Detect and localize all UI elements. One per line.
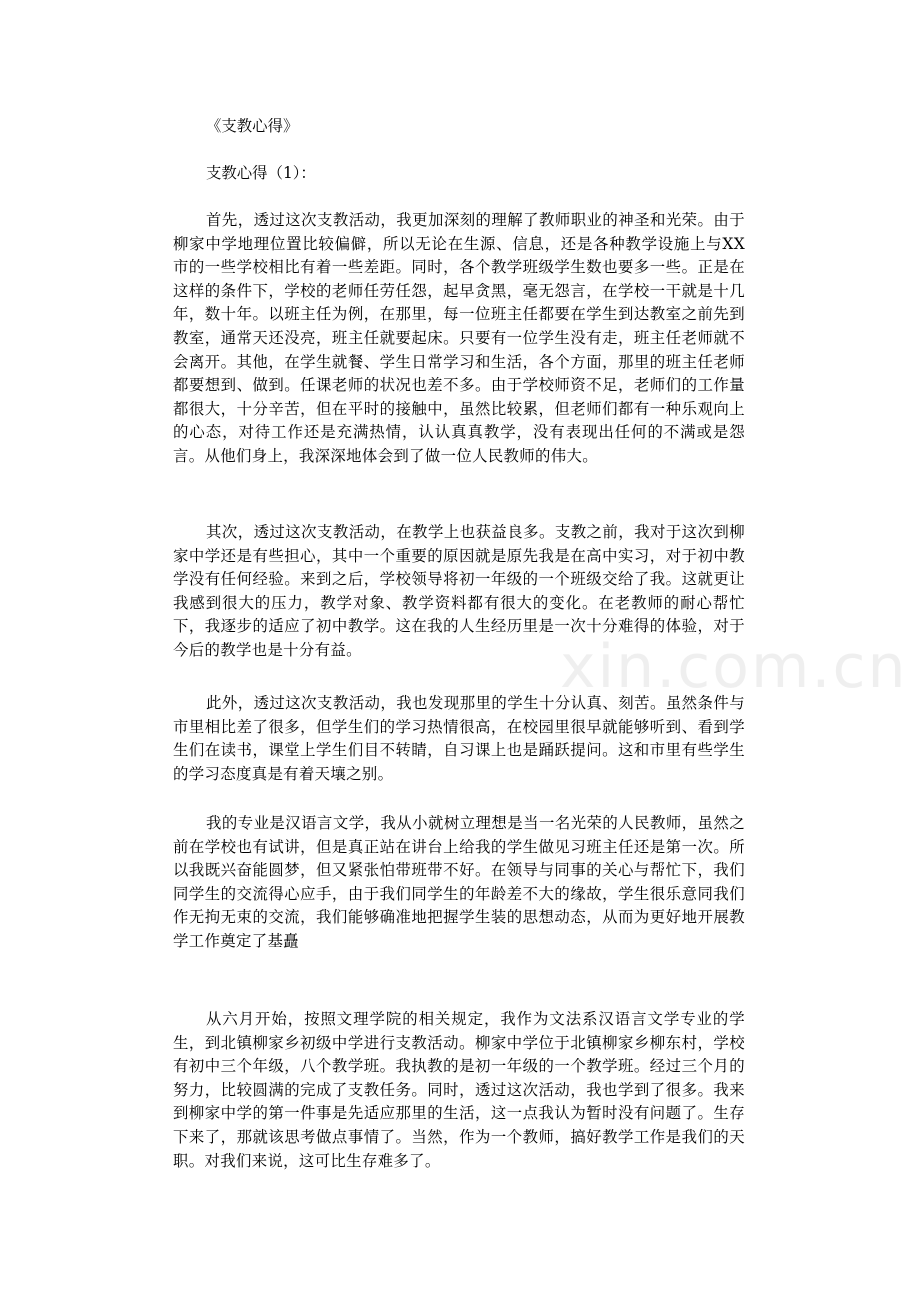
paragraph-2: 其次，透过这次支教活动，在教学上也获益良多。支教之前，我对于这次到柳家中学还是有些担心，其中一个重要的原因就是原先我是在高中实习，对于初中教学没有任何经验。来到之后，学校领导将初一年级的一个班级交给了我。这就更让我感到很大的压力，教学对象、教学资料都有很大的变化。在老教师的耐心帮忙下，我逐步的适应了初中教学。这在我的人生经历里是一次十分难得的体验，对于今后的教学也是十分有益。 [173, 523, 745, 659]
document-subtitle: 支教心得（1）： [206, 164, 316, 182]
document-title: 《支教心得》 [206, 117, 299, 135]
paragraph-5: 从六月开始，按照文理学院的相关规定，我作为文法系汉语言文学专业的学生，到北镇柳家乡初级中学进行支教活动。柳家中学位于北镇柳家乡柳东村，学校有初中三个年级，八个教学班。我执教的是初一年级的一个教学班。经过三个月的努力，比较圆满的完成了支教任务。同时，透过这次活动，我也学到了很多。我来到柳家中学的第一件事是先适应那里的生活，这一点我认为暂时没有问题了。生存下来了，那就该思考做点事情了。当然，作为一个教师，搞好教学工作是我们的天职。对我们来说，这可比生存难多了。 [173, 1010, 745, 1170]
paragraph-4: 我的专业是汉语言文学，我从小就树立理想是当一名光荣的人民教师，虽然之前在学校也有试讲，但是真正站在讲台上给我的学生做见习班主任还是第一次。所以我既兴奋能圆梦，但又紧张怕带班带不好。在领导与同事的关心与帮忙下，我们同学生的交流得心应手，由于我们同学生的年龄差不大的缘故，学生很乐意同我们作无拘无束的交流，我们能够确准地把握学生装的思想动态，从而为更好地开展教学工作奠定了基矗 [173, 814, 745, 950]
paragraph-3: 此外，透过这次支教活动，我也发现那里的学生十分认真、刻苦。虽然条件与市里相比差了很多，但学生们的学习热情很高，在校园里很早就能够听到、看到学生们在读书，课堂上学生们目不转睛，自习课上也是踊跃提问。这和市里有些学生的学习态度真是有着天壤之别。 [173, 694, 745, 783]
watermark: xin.com.cn [560, 632, 908, 702]
paragraph-1: 首先，透过这次支教活动，我更加深刻的理解了教师职业的神圣和光荣。由于柳家中学地理位置比较偏僻，所以无论在生源、信息，还是各种教学设施上与XX市的一些学校相比有着一些差距。同时，各个教学班级学生数也要多一些。正是在这样的条件下，学校的老师任劳任怨，起早贪黑，毫无怨言，在学校一干就是十几年，数十年。以班主任为例，在那里，每一位班主任都要在学生到达教室之前先到教室，通常天还没亮，班主任就要起床。只要有一位学生没有走，班主任老师就不会离开。其他，在学生就餐、学生日常学习和生活，各个方面，那里的班主任老师都要想到、做到。任课老师的状况也差不多。由于学校师资不足，老师们的工作量都很大，十分辛苦，但在平时的接触中，虽然比较累，但老师们都有一种乐观向上的心态，对待工作还是充满热情，认认真真教学，没有表现出任何的不满或是怨言。从他们身上，我深深地体会到了做一位人民教师的伟大。 [173, 211, 745, 465]
